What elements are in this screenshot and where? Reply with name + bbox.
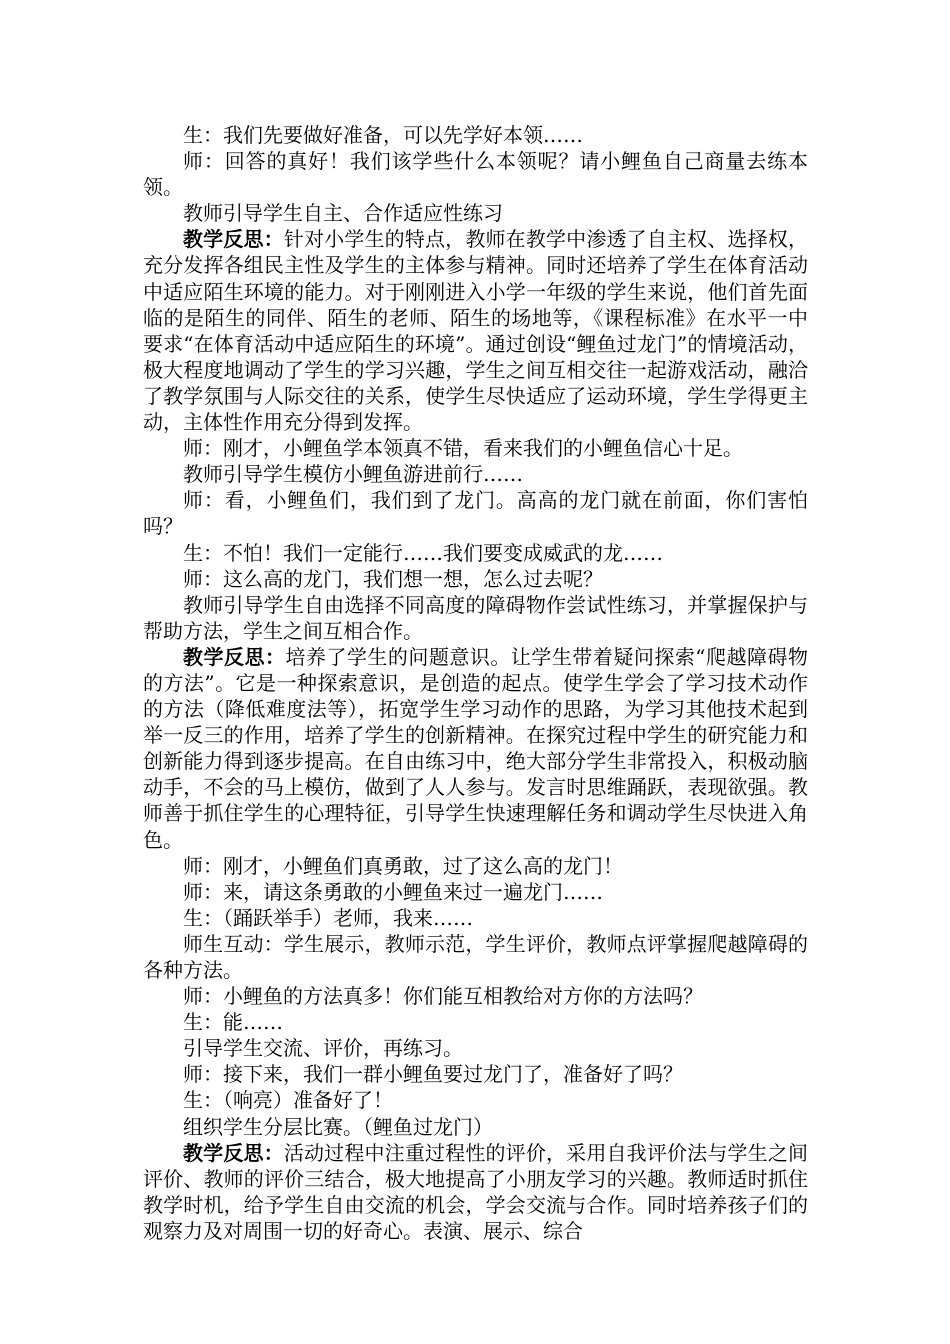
paragraph-text: 生：我们先要做好准备，可以先学好本领…… (183, 123, 583, 147)
paragraph (143, 1087, 808, 1113)
reflection-label: 教学反思： (183, 644, 286, 669)
paragraph-text: 师：接下来，我们一群小鲤鱼要过龙门了，准备好了吗？ (183, 1062, 683, 1087)
paragraph-text: 师：刚才，小鲤鱼学本领真不错，看来我们的小鲤鱼信心十足。 (183, 436, 743, 461)
paragraph (143, 566, 808, 592)
paragraph-text: 师：来，请这条勇敢的小鲤鱼来过一遍龙门…… (183, 879, 603, 904)
paragraph-text: 生：能…… (183, 1010, 283, 1035)
paragraph (143, 200, 808, 226)
paragraph (143, 540, 808, 566)
paragraph (143, 487, 808, 539)
paragraph-text: 生：不怕！我们一定能行……我们要变成威武的龙…… (183, 540, 663, 565)
paragraph-text: 引导学生交流、评价，再练习。 (183, 1036, 463, 1061)
paragraph-text: 生：（踊跃举手）老师，我来…… (183, 905, 473, 930)
paragraph-text: 师生互动：学生展示，教师示范，学生评价，教师点评掌握爬越障碍的各种方法。 (143, 931, 808, 982)
paragraph (143, 879, 808, 905)
paragraph-text: 师：回答的真好！我们该学些什么本领呢？请小鲤鱼自己商量去练本领。 (143, 149, 808, 200)
paragraph-text: 教师引导学生自主、合作适应性练习 (183, 201, 503, 226)
reflection-label: 教学反思： (183, 227, 284, 252)
document-page (143, 122, 808, 1244)
reflection-paragraph (143, 1140, 808, 1244)
paragraph-text: 师：小鲤鱼的方法真多！你们能互相教给对方你的方法吗？ (183, 984, 703, 1009)
paragraph-text: 师：看，小鲤鱼们，我们到了龙门。高高的龙门就在前面，你们害怕吗？ (143, 488, 808, 539)
paragraph-text: 教师引导学生模仿小鲤鱼游进前行…… (183, 462, 523, 487)
paragraph (143, 435, 808, 461)
paragraph (143, 1035, 808, 1061)
paragraph (143, 983, 808, 1009)
paragraph-text: 生：（响亮）准备好了！ (183, 1088, 393, 1113)
paragraph (143, 853, 808, 879)
paragraph-text: 组织学生分层比赛。（鲤鱼过龙门） (183, 1114, 493, 1139)
paragraph-text: 培养了学生的问题意识。让学生带着疑问探索“爬越障碍物的方法”。它是一种探索意识，是创造的起点。使学生学会了学习技术动作的方法（降低难度法等），拓宽学生学习动作的思路，为学习其他技术起到举一反三的作用，培养了学生的创新精神。在探究过程中学生的研究能力和创新能力得到逐步提高。在自由练习中，绝大部分学生非常投入，积极动脑动手，不会的马上模仿，做到了人人参与。发言时思维踊跃，表现欲强。教师善于抓住学生的心理特征，引导学生快速理解任务和调动学生尽快进入角色。 (143, 644, 808, 852)
paragraph-text: 师：刚才，小鲤鱼们真勇敢，过了这么高的龙门！ (183, 853, 623, 878)
paragraph-text: 师：这么高的龙门，我们想一想，怎么过去呢？ (183, 566, 603, 591)
paragraph-text: 针对小学生的特点，教师在教学中渗透了自主权、选择权，充分发挥各组民主性及学生的主体参与精神。同时还培养了学生在体育活动中适应陌生环境的能力。对于刚刚进入小学一年级的学生来说，他们首先面临的是陌生的同伴、陌生的老师、陌生的场地等，《课程标准》在水平一中要求“在体育活动中适应陌生的环境”。通过创设“鲤鱼过龙门”的情境活动，极大程度地调动了学生的学习兴趣，学生之间互相交往一起游戏活动，融洽了教学氛围与人际交往的关系，使学生尽快适应了运动环境，学生学得更主动，主体性作用充分得到发挥。 (143, 227, 809, 435)
paragraph (143, 931, 808, 983)
paragraph-text: 教师引导学生自由选择不同高度的障碍物作尝试性练习，并掌握保护与帮助方法，学生之间互相合作。 (143, 592, 808, 643)
reflection-paragraph (143, 644, 808, 853)
paragraph (143, 122, 808, 148)
reflection-paragraph (143, 226, 808, 435)
paragraph (143, 1009, 808, 1035)
paragraph (143, 905, 808, 931)
paragraph (143, 1114, 808, 1140)
paragraph (143, 148, 808, 200)
paragraph (143, 461, 808, 487)
paragraph (143, 1061, 808, 1087)
paragraph-text: 活动过程中注重过程性的评价，采用自我评价法与学生之间评价、教师的评价三结合，极大地提高了小朋友学习的兴趣。教师适时抓住教学时机，给予学生自由交流的机会，学会交流与合作。同时培养孩子们的观察力及对周围一切的好奇心。表演、展示、综合 (143, 1140, 809, 1243)
paragraph (143, 592, 808, 644)
reflection-label: 教学反思： (183, 1140, 284, 1165)
